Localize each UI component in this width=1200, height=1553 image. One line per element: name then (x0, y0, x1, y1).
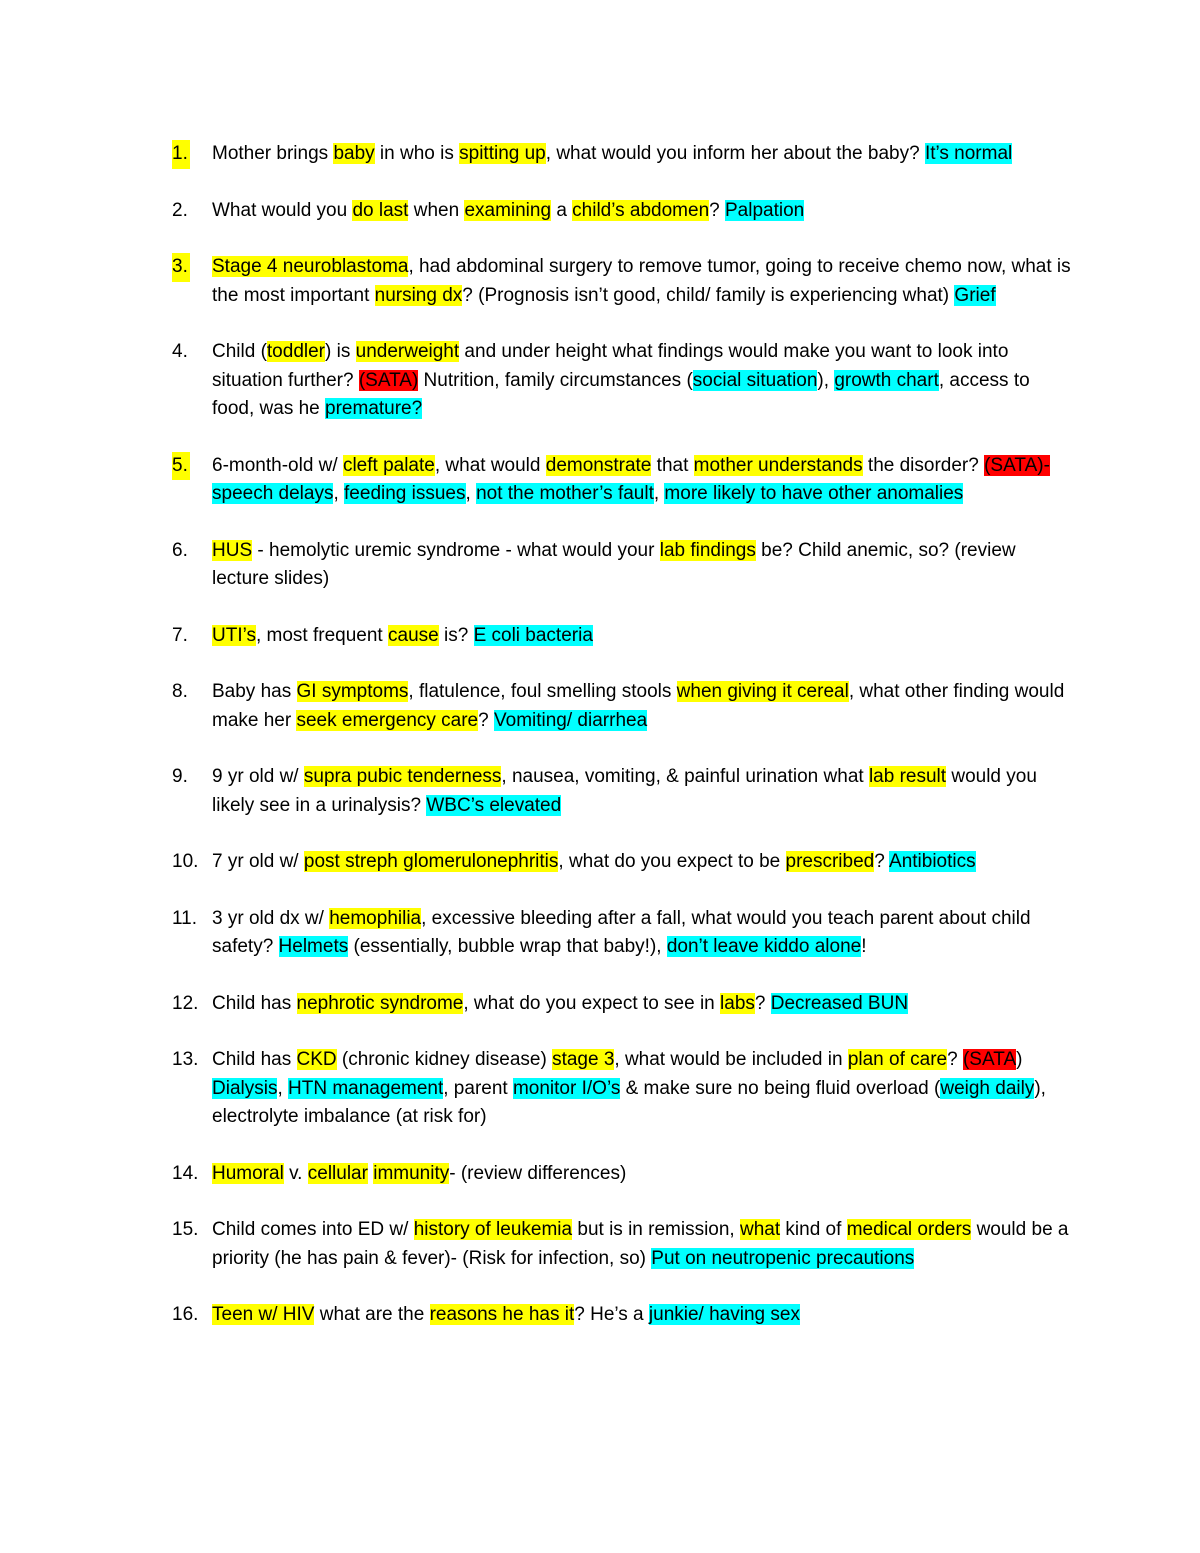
key-term-highlight: do last (352, 199, 409, 221)
key-term-highlight: history of leukemia (413, 1219, 573, 1240)
question-number: 10. (172, 851, 199, 872)
question-text: , what do you expect to be (558, 851, 786, 872)
answer-highlight: weigh daily (940, 1077, 1035, 1099)
question-text: , what do you expect to see in (463, 992, 721, 1014)
question-text: , (277, 1077, 289, 1099)
answer-highlight: social situation (692, 369, 818, 391)
question-text: is? (438, 624, 474, 646)
question-text: - hemolytic uremic syndrome - what would your (252, 539, 660, 561)
answer-highlight: Put on neutropenic precautions (651, 1247, 915, 1269)
question-number: 1. (172, 140, 190, 169)
key-term-highlight: spitting up (459, 143, 546, 164)
question-number: 9. (172, 766, 188, 787)
answer-highlight: not the mother’s fault (476, 483, 654, 504)
question-text: that (651, 454, 694, 476)
question-text: ? (Prognosis isn’t good, child/ family is experiencing what) (462, 284, 955, 306)
key-term-highlight: mother understands (693, 454, 863, 476)
question-number: 6. (172, 539, 188, 561)
answer-highlight: Palpation (725, 199, 805, 221)
question-item (172, 197, 1072, 226)
question-text: Child ( (212, 341, 267, 362)
question-text: ? (947, 1049, 963, 1070)
question-number: 4. (172, 341, 188, 362)
question-number: 8. (172, 681, 188, 702)
question-text: ) (1016, 1049, 1023, 1070)
question-text: but is in remission, (572, 1219, 740, 1240)
question-text: what are the (314, 1304, 430, 1325)
key-term-highlight: labs (720, 992, 755, 1014)
key-term-highlight: CKD (296, 1049, 337, 1070)
question-number: 11. (172, 907, 198, 929)
answer-highlight: Helmets (278, 936, 349, 957)
question-text: 6-month-old w/ (212, 454, 343, 476)
question-number: 14. (172, 1162, 199, 1184)
question-text: (chronic kidney disease) (336, 1049, 553, 1070)
key-term-highlight: nephrotic syndrome (296, 992, 464, 1014)
question-text: Nutrition, family circumstances ( (418, 369, 693, 391)
question-text: ? (874, 851, 890, 872)
question-text: would be a priority (he has pain & fever)- (Risk for infection, so) (212, 1219, 1069, 1269)
question-text: kind of (780, 1219, 847, 1240)
sata-tag: (SATA) (358, 369, 419, 391)
key-term-highlight: plan of care (847, 1049, 948, 1070)
key-term-highlight: lab findings (659, 539, 756, 561)
question-text: , nausea, vomiting, & painful urination what (501, 766, 869, 787)
question-text: , what would you inform her about the baby? (545, 143, 925, 164)
question-text: , (465, 483, 477, 504)
question-text: 9 yr old w/ (212, 766, 304, 787)
answer-highlight: Decreased BUN (770, 992, 909, 1014)
key-term-highlight: Stage 4 neuroblastoma (212, 256, 409, 277)
question-list (172, 140, 1072, 1358)
question-text: Child has (212, 1049, 297, 1070)
question-text: What would you (212, 199, 353, 221)
question-text: a (551, 199, 573, 221)
answer-highlight: junkie/ having sex (648, 1304, 800, 1325)
key-term-highlight: baby (333, 143, 375, 164)
key-term-highlight: demonstrate (545, 454, 652, 476)
answer-highlight: more likely to have other anomalies (664, 483, 964, 504)
question-number: 3. (172, 253, 190, 282)
answer-highlight: Vomiting/ diarrhea (494, 709, 648, 731)
question-text: in who is (374, 143, 460, 164)
question-text: ? (709, 199, 725, 221)
question-text: Child has (212, 992, 297, 1014)
question-item (172, 1216, 1072, 1273)
key-term-highlight: cause (388, 624, 439, 646)
question-item (172, 848, 1072, 877)
answer-highlight: monitor I/O’s (512, 1077, 621, 1099)
question-text: and under height what findings would make you want to look into situation further? (212, 341, 1009, 391)
answer-highlight: speech delays (212, 483, 334, 504)
answer-highlight: Antibiotics (889, 851, 976, 872)
key-term-highlight: what (740, 1219, 781, 1240)
sata-tag: (SATA)- (984, 454, 1050, 476)
question-number: 7. (172, 624, 188, 646)
answer-highlight: premature? (325, 398, 423, 419)
question-text: , had abdominal surgery to remove tumor, going to receive chemo now, what is the most important (212, 256, 1071, 306)
question-number: 2. (172, 199, 188, 221)
question-text: 3 yr old dx w/ (212, 907, 330, 929)
key-term-highlight: examining (464, 199, 552, 221)
question-item (172, 253, 1072, 310)
key-term-highlight: immunity (373, 1162, 450, 1184)
question-text: ), electrolyte imbalance (at risk for) (212, 1077, 1046, 1127)
question-item (172, 678, 1072, 735)
key-term-highlight: Humoral (212, 1162, 284, 1184)
question-text: Mother brings (212, 143, 334, 164)
question-text: be? Child anemic, so? (review lecture slides) (212, 539, 1016, 589)
answer-highlight: HTN management (288, 1077, 444, 1099)
answer-highlight: Grief (954, 284, 996, 306)
question-item (172, 622, 1072, 651)
question-text: , excessive bleeding after a fall, what would you teach parent about child safety? (212, 907, 1031, 957)
question-text: v. (283, 1162, 308, 1184)
question-text: ? He’s a (574, 1304, 649, 1325)
key-term-highlight: lab result (868, 766, 947, 787)
question-text: ? (478, 709, 494, 731)
question-item (172, 1160, 1072, 1189)
key-term-highlight: GI symptoms (296, 681, 409, 702)
key-term-highlight: toddler (266, 341, 326, 362)
question-text: 7 yr old w/ (212, 851, 304, 872)
question-text: (essentially, bubble wrap that baby!), (348, 936, 667, 957)
key-term-highlight: UTI’s (212, 624, 256, 646)
key-term-highlight: underweight (355, 341, 460, 362)
question-text: & make sure no being fluid overload ( (620, 1077, 941, 1099)
question-number: 13. (172, 1049, 199, 1070)
question-text: ) is (325, 341, 356, 362)
answer-highlight: It’s normal (924, 143, 1013, 164)
question-number: 16. (172, 1304, 199, 1325)
answer-highlight: feeding issues (344, 483, 466, 504)
question-item (172, 990, 1072, 1019)
key-term-highlight: post streph glomerulonephritis (303, 851, 559, 872)
question-text: , parent (443, 1077, 513, 1099)
question-text: ), (817, 369, 835, 391)
key-term-highlight: child’s abdomen (572, 199, 710, 221)
question-text: the disorder? (862, 454, 985, 476)
question-text: , what other finding would make her (212, 681, 1065, 731)
question-text: when (408, 199, 465, 221)
sata-tag: (SATA (962, 1049, 1017, 1070)
question-text: - (review differences) (449, 1162, 627, 1184)
key-term-highlight: cleft palate (342, 454, 435, 476)
key-term-highlight: when giving it cereal (676, 681, 849, 702)
question-number: 12. (172, 992, 199, 1014)
question-text: , flatulence, foul smelling stools (408, 681, 677, 702)
question-item (172, 1301, 1072, 1330)
key-term-highlight: reasons he has it (429, 1304, 575, 1325)
question-text: , (333, 483, 345, 504)
key-term-highlight: HUS (212, 539, 253, 561)
key-term-highlight: seek emergency care (296, 709, 479, 731)
question-text: , most frequent (255, 624, 388, 646)
question-item (172, 140, 1072, 169)
question-text: ! (861, 936, 867, 957)
question-text: would you likely see in a urinalysis? (212, 766, 1037, 816)
question-item (172, 338, 1072, 424)
question-text: , access to food, was he (212, 369, 1030, 419)
key-term-highlight: nursing dx (374, 284, 463, 306)
question-item (172, 537, 1072, 594)
answer-highlight: growth chart (834, 369, 939, 391)
answer-highlight: WBC’s elevated (426, 794, 562, 816)
answer-highlight: don’t leave kiddo alone (666, 936, 862, 957)
key-term-highlight: stage 3 (552, 1049, 615, 1070)
question-text: , what would be included in (614, 1049, 848, 1070)
key-term-highlight: supra pubic tenderness (303, 766, 502, 787)
key-term-highlight: prescribed (785, 851, 875, 872)
question-text: ? (754, 992, 771, 1014)
key-term-highlight: Teen w/ HIV (212, 1304, 315, 1325)
question-number: 5. (172, 452, 190, 481)
question-item (172, 763, 1072, 820)
question-text: , what would (434, 454, 546, 476)
answer-highlight: E coli bacteria (473, 624, 593, 646)
key-term-highlight: hemophilia (329, 907, 422, 929)
question-item (172, 1046, 1072, 1132)
key-term-highlight: cellular (307, 1162, 368, 1184)
question-text: , (653, 483, 665, 504)
answer-highlight: Dialysis (212, 1077, 278, 1099)
question-item (172, 452, 1072, 509)
question-text: Child comes into ED w/ (212, 1219, 414, 1240)
key-term-highlight: medical orders (846, 1219, 972, 1240)
question-item (172, 905, 1072, 962)
question-text: Baby has (212, 681, 297, 702)
question-number: 15. (172, 1219, 199, 1240)
